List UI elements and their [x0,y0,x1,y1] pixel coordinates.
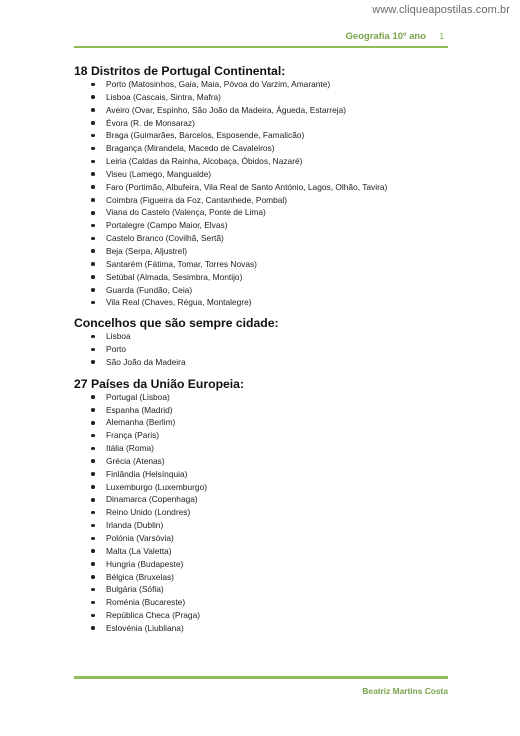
list-item [88,442,454,455]
section-title-paises-ue: 27 Países da União Europeia: [74,376,245,391]
bullet-icon [91,108,95,112]
bullet-icon [91,601,95,605]
list-item [88,468,454,481]
list-item-text: Portalegre (Campo Maior, Elvas) [106,220,228,231]
bullet-icon [91,185,95,189]
bullet-icon [91,524,95,528]
list-item-text: Malta (La Valetta) [106,545,172,556]
list-item [88,609,454,622]
list-item-text: Évora (R. de Monsaraz) [106,117,195,128]
bullet-icon [91,537,95,541]
list-item [88,296,454,309]
bullet-icon [91,172,95,176]
bullet-icon [91,447,95,451]
list-item [88,481,454,494]
bullet-icon [91,301,95,305]
bullet-icon [91,121,95,125]
list-item [88,622,454,635]
list-item [88,258,454,271]
list-item [88,206,454,219]
list-item-text: França (Paris) [106,430,160,441]
list-concelhos [74,330,454,369]
bullet-icon [91,434,95,438]
bullet-icon [91,198,95,202]
list-item [88,330,454,343]
list-item [88,571,454,584]
list-item-text: Irlanda (Dublin) [106,520,164,531]
list-item-text: Beja (Serpa, Aljustrel) [106,245,187,256]
list-item-text: Luxemburgo (Luxemburgo) [106,481,208,492]
bullet-icon [91,288,95,292]
list-item-text: Roménia (Bucareste) [106,597,186,608]
list-item [88,117,454,130]
list-item-text: Santarém (Fátima, Tomar, Torres Novas) [106,258,257,269]
list-item [88,129,454,142]
bullet-icon [91,614,95,618]
list-item-text: Dinamarca (Copenhaga) [106,494,198,505]
bullet-icon [91,421,95,425]
page-footer [74,676,448,700]
list-item [88,583,454,596]
page-number: 1 [439,32,444,41]
header-title: Geografia 10º ano [345,31,426,42]
bullet-icon [91,160,95,164]
list-item-text: Viana do Castelo (Valença, Ponte de Lima) [106,207,266,218]
list-item [88,91,454,104]
list-item [88,168,454,181]
bullet-icon [91,626,95,630]
list-item [88,219,454,232]
list-item-text: Setúbal (Almada, Sesimbra, Montijo) [106,271,243,282]
list-item-text: Eslovénia (Liubliana) [106,622,184,633]
list-item-text: Grécia (Atenas) [106,455,165,466]
list-item-text: Viseu (Lamego, Mangualde) [106,168,212,179]
list-item [88,194,454,207]
list-item-text: Coimbra (Figueira da Foz, Cantanhede, Pombal) [106,194,288,205]
list-item-text: Reino Unido (Londres) [106,507,191,518]
list-item [88,78,454,91]
page-header [74,30,448,46]
bullet-icon [91,237,95,241]
list-item-text: Alemanha (Berlim) [106,417,176,428]
bullet-icon [91,335,95,339]
list-distritos [74,78,454,309]
bullet-icon [91,549,95,553]
list-item [88,271,454,284]
list-item [88,493,454,506]
list-item-text: Faro (Portimão, Albufeira, Vila Real de Santo António, Lagos, Olhão, Tavira) [106,181,388,192]
watermark-url: www.cliqueapostilas.com.br [372,4,510,16]
bullet-icon [91,408,95,412]
bullet-icon [91,275,95,279]
bullet-icon [91,588,95,592]
list-item [88,416,454,429]
list-item-text: Lisboa (Cascais, Sintra, Mafra) [106,91,221,102]
list-item [88,532,454,545]
list-item-text: Portugal (Lisboa) [106,391,170,402]
list-item [88,104,454,117]
list-item [88,181,454,194]
list-item-text: Bulgária (Sófia) [106,584,164,595]
list-item [88,343,454,356]
list-item-text: Lisboa [106,331,131,342]
list-item [88,429,454,442]
list-item [88,519,454,532]
list-item [88,596,454,609]
list-item-text: Porto [106,344,127,355]
bullet-icon [91,83,95,87]
section-title-distritos: 18 Distritos de Portugal Continental: [74,64,286,78]
bullet-icon [91,575,95,579]
list-item [88,232,454,245]
list-item-text: Bragança (Mirandela, Macedo de Cavaleiros) [106,143,275,154]
bullet-icon [91,211,95,215]
list-item-text: Leiria (Caldas da Rainha, Alcobaça, Óbidos, Nazaré) [106,156,303,167]
footer-rule [74,676,448,679]
bullet-icon [91,360,95,364]
document-body [74,60,454,635]
bullet-icon [91,498,95,502]
list-item-text: Espanha (Madrid) [106,404,173,415]
list-item [88,506,454,519]
bullet-icon [91,249,95,253]
list-item-text: Bélgica (Bruxelas) [106,571,174,582]
list-item-text: República Checa (Praga) [106,610,201,621]
bullet-icon [91,511,95,515]
bullet-icon [91,224,95,228]
list-paises-ue [74,391,454,635]
list-item-text: Castelo Branco (Covilhã, Sertã) [106,233,224,244]
list-item [88,284,454,297]
list-item [88,455,454,468]
footer-author: Beatriz Martins Costa [362,686,448,696]
bullet-icon [91,562,95,566]
bullet-icon [91,147,95,151]
bullet-icon [91,472,95,476]
bullet-icon [91,459,95,463]
bullet-icon [91,262,95,266]
list-item-text: Itália (Roma) [106,443,154,454]
list-item-text: São João da Madeira [106,356,186,367]
list-item-text: Finlândia (Helsínquia) [106,468,188,479]
list-item-text: Hungria (Budapeste) [106,558,184,569]
list-item [88,558,454,571]
list-item [88,391,454,404]
bullet-icon [91,134,95,138]
list-item-text: Braga (Guimarães, Barcelos, Esposende, Famalicão) [106,130,305,141]
list-item-text: Guarda (Fundão, Ceia) [106,284,193,295]
section-title-concelhos: Concelhos que são sempre cidade: [74,316,279,331]
list-item-text: Polónia (Varsóvia) [106,533,174,543]
header-rule [74,46,448,48]
list-item [88,142,454,155]
bullet-icon [91,348,95,352]
bullet-icon [91,95,95,99]
list-item [88,356,454,369]
list-item [88,155,454,168]
list-item-text: Vila Real (Chaves, Régua, Montalegre) [106,297,252,308]
bullet-icon [91,485,95,489]
list-item [88,404,454,417]
list-item-text: Aveiro (Ovar, Espinho, São João da Madeira, Águeda, Estarreja) [106,104,347,115]
list-item [88,545,454,558]
list-item [88,245,454,258]
list-item-text: Porto (Matosinhos, Gaia, Maia, Póvoa do Varzim, Amarante) [106,79,331,89]
bullet-icon [91,395,95,399]
